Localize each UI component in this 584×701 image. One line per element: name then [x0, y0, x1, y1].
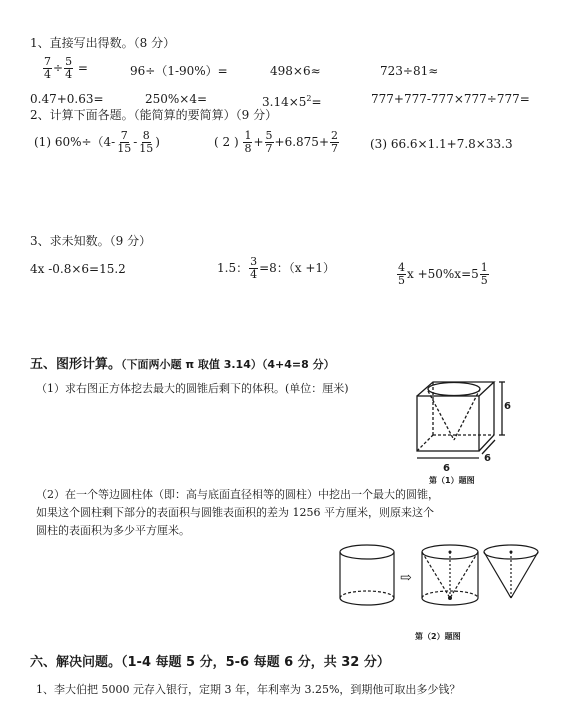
- figure-1-caption: 第（1）题图: [429, 476, 475, 485]
- fraction: $\frac{5}{7}$: [265, 129, 273, 155]
- equation-3: $\frac{4}{5}$ x +50%x=5 $\frac{1}{5}$: [398, 261, 488, 287]
- section-6-title: 六、解决问题。（1-4 每题 5 分，5-6 每题 6 分，共 32 分）: [30, 655, 390, 670]
- fraction: $\frac{8}{15}$: [139, 129, 154, 155]
- question-5-1: （1）求右图正方体挖去最大的圆锥后剩下的体积。(单位：厘米): [36, 382, 349, 395]
- question-5-2-line-1: （2）在一个等边圆柱体（即：高与底面直径相等的圆柱）中挖出一个最大的圆锥，: [36, 488, 439, 501]
- equation-1: 4x -0.8×6=15.2: [30, 262, 126, 276]
- fraction: $\frac{7}{4}$: [44, 55, 51, 81]
- problem-1d: 723÷81≈: [380, 64, 439, 78]
- equation-2: 1.5： $\frac{3}{4}$ =8：（x +1）: [217, 255, 336, 281]
- section-2-title: 2、计算下面各题。（能简算的要简算）（9 分）: [30, 108, 278, 122]
- fraction: $\frac{7}{15}$: [117, 129, 132, 155]
- question-5-2-line-3: 圆柱的表面积为多少平方厘米。: [36, 524, 190, 537]
- fraction: $\frac{4}{5}$: [398, 261, 405, 287]
- fraction: $\frac{3}{4}$: [250, 255, 258, 281]
- cylinder-cone-figure: [330, 540, 540, 612]
- cube-width-label: 6: [443, 463, 450, 474]
- problem-1a: $\frac{7}{4}$ ÷ $\frac{5}{4}$ =: [44, 55, 88, 81]
- section-5-title: 五、图形计算。（下面两小题 π 取值 3.14）（4+4=8 分）: [30, 357, 335, 372]
- fraction: $\frac{2}{7}$: [331, 129, 338, 155]
- cube-depth-label: 6: [484, 453, 491, 464]
- fraction: $\frac{5}{4}$: [65, 55, 73, 81]
- problem-1b: 96÷（1-90%）=: [130, 64, 228, 78]
- figure-2-caption: 第（2）题图: [415, 632, 461, 641]
- cube-height-label: 6: [504, 401, 511, 412]
- problem-1g: $3.14\times 5^2=$: [262, 94, 322, 109]
- problem-1e: 0.47+0.63=: [30, 92, 104, 106]
- cube-cone-figure: [414, 378, 524, 470]
- section-1-title: 1、直接写出得数。（8 分）: [30, 36, 176, 50]
- section-3-title: 3、求未知数。（9 分）: [30, 234, 152, 248]
- transform-arrow-icon: ⇨: [400, 570, 412, 586]
- problem-1h: 777+777-777×777÷777=: [371, 92, 530, 106]
- problem-1c: 498×6≈: [270, 64, 321, 78]
- question-5-2-line-2: 如果这个圆柱剩下部分的表面积与圆锥表面积的差为 1256 平方厘米，则原来这个: [36, 506, 434, 519]
- problem-2-1: (1) 60%÷（4- $\frac{7}{15}$ - $\frac{8}{15}$ ): [34, 129, 160, 155]
- question-6-1: 1、李大伯把 5000 元存入银行，定期 3 年，年利率为 3.25%，到期他可取出多少钱？: [36, 683, 461, 696]
- problem-2-2: ( 2 ) $\frac{1}{8}$ + $\frac{5}{7}$ +6.875+ $\frac{2}{7}$: [214, 129, 338, 155]
- fraction: $\frac{1}{5}$: [480, 261, 488, 287]
- problem-2-3: (3) 66.6×1.1+7.8×33.3: [370, 137, 513, 151]
- problem-1f: 250%×4=: [145, 92, 208, 106]
- fraction: $\frac{1}{8}$: [244, 129, 252, 155]
